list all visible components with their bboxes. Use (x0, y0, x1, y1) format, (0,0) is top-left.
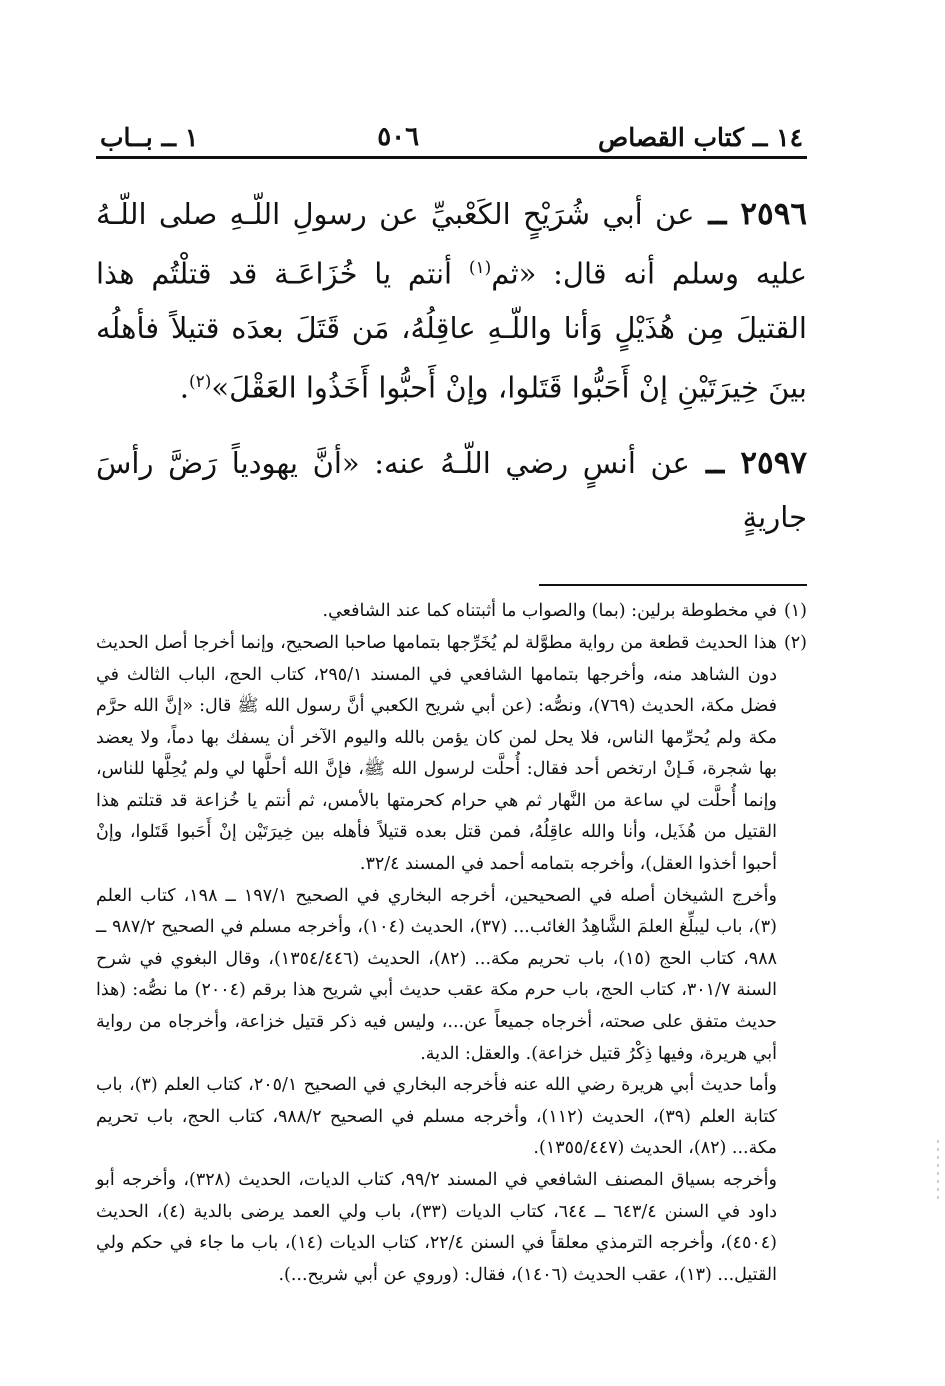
main-text (96, 187, 807, 544)
footnote-separator (539, 584, 807, 586)
footnote-ref-2[interactable]: (٢) (188, 371, 212, 392)
hadith-text-end: . (179, 370, 189, 405)
section-title: ١ ــ بــاب (100, 123, 199, 152)
footnote-1 (96, 596, 807, 628)
hadith-2597 (96, 436, 807, 544)
page-number: ٥٠٦ (377, 122, 420, 152)
hadith-number: ٢٥٩٧ (740, 445, 807, 482)
scan-edge-mark (937, 1140, 939, 1200)
footnote-text: في مخطوطة برلين: (بما) والصواب ما أثبتناه كما عند الشافعي. (322, 601, 777, 622)
hadith-text: أنتم يا خُزَاعَـة قد قتلْتُم هذا القتيلَ مِن هُذَيْلٍ وَأنا واللّـهِ عاقِلُهُ، مَن قَتَلَ بعدَه قتيلاً فأهلُه بينَ خِيرَتَيْنِ إنْ أَحَبُّوا قَتَلوا، وإنْ أَحبُّوا أَخَذُوا العَقْلَ» (96, 256, 807, 405)
hadith-text: عن أنسٍ رضي اللّـهُ عنه: «أنَّ يهودياً رَضَّ رأسَ جاريةٍ (96, 446, 807, 535)
footnote-paragraph: وأخرجه بسياق المصنف الشافعي في المسند ٩٩/٢، كتاب الديات، الحديث (٣٢٨)، وأخرجه أبو داود في السنن ٦٤٣/٤ ــ ٦٤٤، كتاب الديات (٣٣)، باب ولي العمد يرضى بالدية (٤)، الحديث (٤٥٠٤)، وأخرجه الترمذي معلقاً في السنن ٢٢/٤، كتاب الديات (١٤)، باب ما جاء في حكم ولي القتيل... (١٣)، عقب الحديث (١٤٠٦)، فقال: (وروي عن أبي شريح...). (96, 1170, 777, 1285)
footnote-paragraph: وأما حديث أبي هريرة رضي الله عنه فأخرجه البخاري في الصحيح ٢٠٥/١، كتاب العلم (٣)، باب كتابة العلم (٣٩)، الحديث (١١٢)، وأخرجه مسلم في الصحيح ٩٨٨/٢، كتاب الحج، باب تحريم مكة... (٨٢)، الحديث (١٣٥٥/٤٤٧). (96, 1075, 778, 1159)
footnote-paragraph: هذا الحديث قطعة من رواية مطوَّلة لم يُخَرِّجها بتمامها صاحبا الصحيح، وإنما أخرجا أصل الحديث دون الشاهد منه، وأخرجها بتمامها الشافعي في المسند ٢٩٥/١، كتاب الحج، الباب الثالث في فضل مكة، الحديث (٧٦٩)، ونصُّه: (عن أبي شريح الكعبي أنَّ رسول الله ﷺ قال: «إنَّ الله حرَّم مكة ولم يُحرِّمها الناس، فلا يحل لمن كان يؤمن بالله واليوم الآخر أن يسفك بها دماً، ولا يعضد بها شجرة، فَـإنْ ارتخص أحد فقال: أُحلَّت لرسول الله ﷺ، فإنَّ الله أحلَّها لي ولم يُحِلَّها للناس، وإنما أُحلَّت لي ساعة من النَّهار ثم هي حرام كحرمتها بالأمس، ثم أنتم يا خُزاعة قد قتلتم هذا القتيل من هُذَيل، وأنا والله عاقِلُهُ، فمن قتل بعده قتيلاً فأهله بين خِيرَتَيْن إنْ أَحَبوا قَتَلوا، وإنْ أحبوا أخذوا العقل)، وأخرجه بتمامه أحمد في المسند ٣٢/٤. (96, 632, 777, 875)
footnote-2 (96, 628, 807, 1291)
hadith-text: عن أبي شُرَيْحٍ الكَعْبيِّ عن رسولِ اللّـهِ صلى اللّـهُ عليه وسلم أنه قال: «ثم (96, 197, 807, 291)
hadith-dash: ــ (689, 445, 741, 482)
footnote-ref-1[interactable]: (١) (468, 258, 492, 278)
hadith-number: ٢٥٩٦ (740, 196, 807, 232)
page-header (96, 112, 807, 159)
footnotes (96, 596, 807, 1291)
chapter-title: ١٤ ــ كتاب القصاص (598, 123, 803, 152)
hadith-2596 (96, 187, 807, 414)
hadith-dash: ــ (694, 196, 741, 232)
footnote-paragraph: وأخرج الشيخان أصله في الصحيحين، أخرجه البخاري في الصحيح ١٩٧/١ ــ ١٩٨، كتاب العلم (٣)، باب ليبلِّغ العلمَ الشَّاهِدُ الغائب... (٣٧)، الحديث (١٠٤)، وأخرجه مسلم في الصحيح ٩٨٧/٢ ــ ٩٨٨، كتاب الحج (١٥)، باب تحريم مكة... (٨٢)، الحديث (١٣٥٤/٤٤٦)، وقال البغوي في شرح السنة ٣٠١/٧، كتاب الحج، باب حرم مكة عقب حديث أبي شريح هذا برقم (٢٠٠٤) ما نصُّه: (هذا حديث متفق على صحته، أخرجاه جميعاً عن...، وليس فيه ذكر قتيل خزاعة، وأخرجاه من رواية أبي هريرة، وفيها ذِكْرُ قتيل خزاعة). والعقل: الدية. (96, 885, 777, 1064)
footnote-mark: (١) (783, 601, 807, 622)
footnote-mark: (٢) (783, 632, 807, 653)
